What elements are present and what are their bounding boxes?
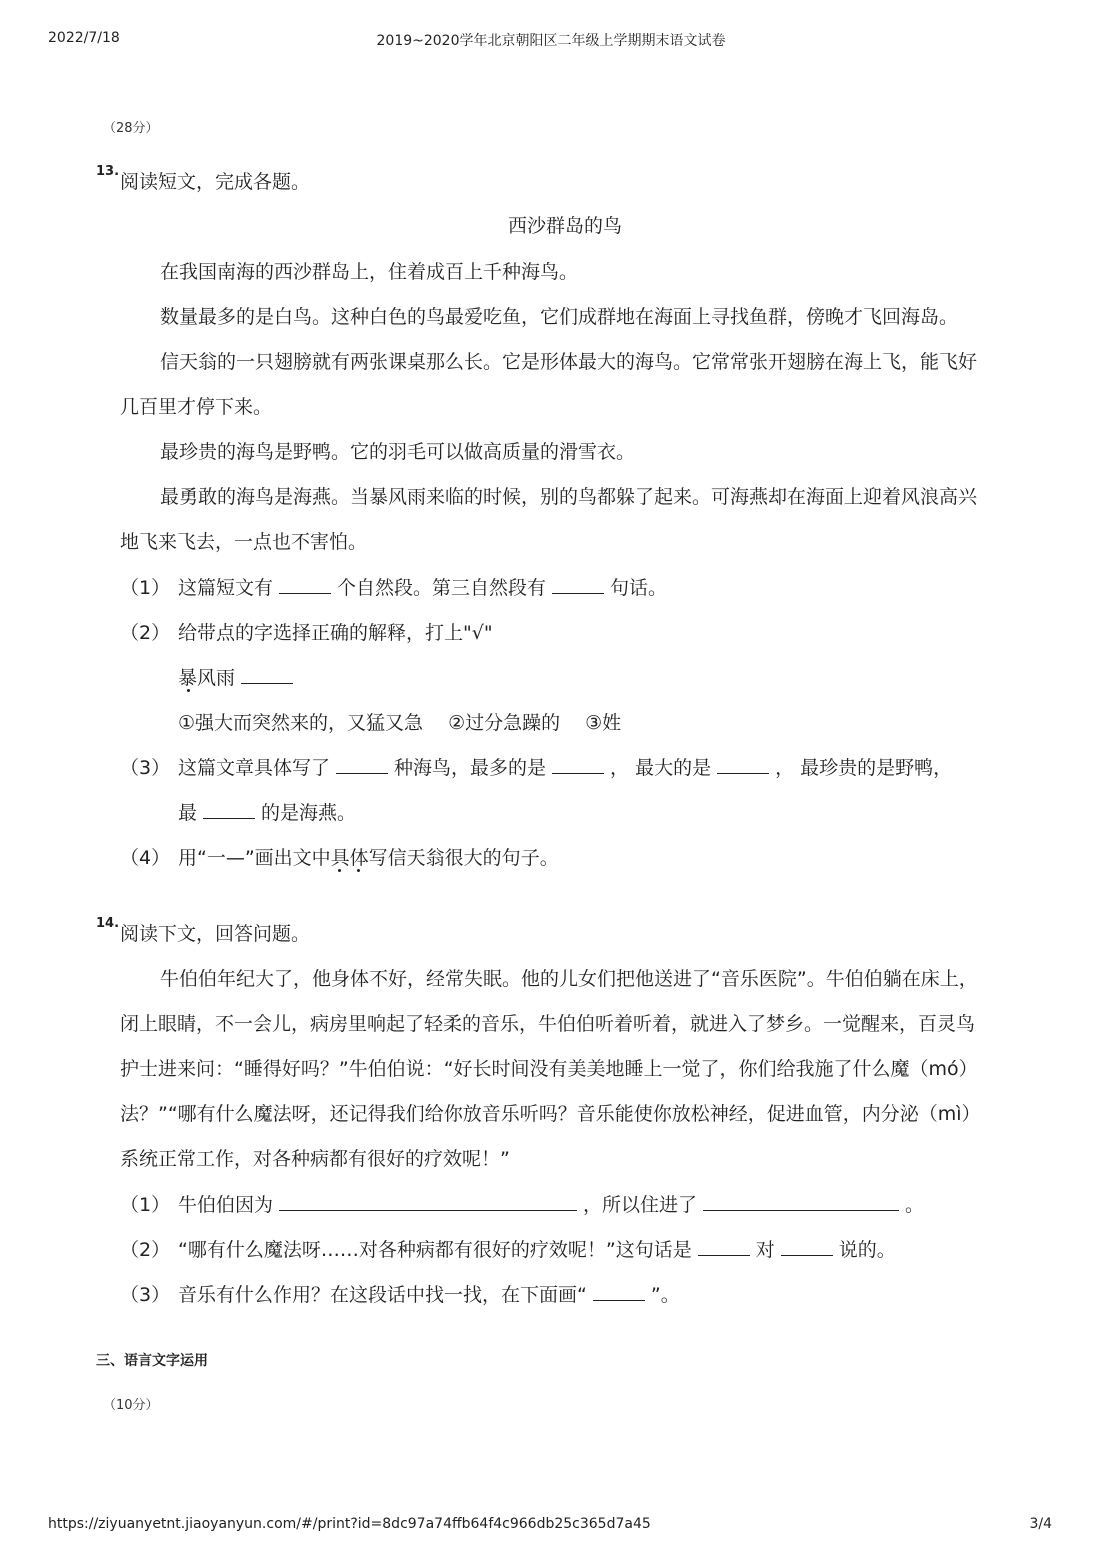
emphasis-dot (357, 869, 360, 872)
answer-blank[interactable] (781, 1237, 833, 1256)
passage-paragraph: 最勇敢的海鸟是海燕。当暴风雨来临的时候，别的鸟都躲了起来。可海燕却在海面上迎着风浪高兴 (160, 486, 978, 508)
question-number-13: 13. (96, 164, 120, 179)
question-13-title: 阅读短文，完成各题。 (120, 171, 311, 193)
answer-blank[interactable] (703, 1192, 899, 1211)
page-number: 3/4 (1029, 1516, 1052, 1532)
answer-blank[interactable] (241, 665, 293, 684)
answer-blank[interactable] (552, 755, 604, 774)
sub-question-4: （4） 用“一—”画出文中具体写信天翁很大的句子。 (120, 843, 559, 870)
passage-paragraph-cont: 法？”“哪有什么魔法呀，还记得我们给你放音乐听吗？音乐能使你放松神经，促进血管，内分泌（mì） (120, 1103, 981, 1125)
sub-question-2: （2） 给带点的字选择正确的解释，打上"√" (120, 618, 493, 645)
sub-number: （4） (120, 847, 171, 869)
sub-number: （2） (120, 622, 171, 644)
sub-number: （1） (120, 577, 171, 599)
answer-blank[interactable] (279, 1192, 577, 1211)
emphasis-dot (187, 689, 190, 692)
passage-paragraph: 牛伯伯年纪大了，他身体不好，经常失眠。他的儿女们把他送进了“音乐医院”。牛伯伯躺在床上， (160, 968, 978, 990)
q14-sub-question-2: （2） “哪有什么魔法呀……对各种病都有很好的疗效呢！”这句话是 对 说的。 (120, 1235, 896, 1262)
emphasis-dot (338, 869, 341, 872)
passage-paragraph: 数量最多的是白鸟。这种白色的鸟最爱吃鱼，它们成群地在海面上寻找鱼群，傍晚才飞回海岛。 (160, 306, 959, 328)
print-date: 2022/7/18 (48, 30, 120, 46)
sub-number: （1） (120, 1194, 171, 1216)
section-score: （28分） (103, 121, 159, 136)
question-number-14: 14. (96, 916, 120, 931)
answer-blank[interactable] (203, 800, 255, 819)
passage-paragraph: 在我国南海的西沙群岛上，住着成百上千种海鸟。 (160, 261, 579, 283)
q14-sub-question-3: （3） 音乐有什么作用？在这段话中找一找，在下面画“ ”。 (120, 1280, 680, 1307)
sub-number: （3） (120, 1284, 171, 1306)
page-url: https://ziyuanyetnt.jiaoyanyun.com/#/print?id=8dc97a74ffb64f4c966db25c365d7a45 (48, 1516, 651, 1532)
passage-paragraph-cont: 几百里才停下来。 (120, 396, 273, 418)
answer-blank[interactable] (279, 575, 331, 594)
passage-paragraph-cont: 护士进来问：“睡得好吗？”牛伯伯说：“好长时间没有美美地睡上一觉了，你们给我施了什么魔（mó） (120, 1058, 978, 1080)
answer-blank[interactable] (593, 1282, 645, 1301)
sub-question-3: （3） 这篇文章具体写了 种海鸟，最多的是 ， 最大的是 ， 最珍贵的是野鸭， (120, 753, 952, 780)
section-score: （10分） (103, 1398, 159, 1413)
q14-sub-question-1: （1） 牛伯伯因为 ，所以住进了 。 (120, 1190, 924, 1217)
section-heading: 三、语言文字运用 (96, 1353, 208, 1369)
answer-options: ①强大而突然来的，又猛又急 ②过分急躁的 ③姓 (178, 712, 622, 734)
sub-question-1: （1） 这篇短文有 个自然段。第三自然段有 句话。 (120, 573, 667, 600)
passage-paragraph-cont: 地飞来飞去，一点也不害怕。 (120, 531, 368, 553)
answer-blank[interactable] (552, 575, 604, 594)
passage-paragraph: 最珍贵的海鸟是野鸭。它的羽毛可以做高质量的滑雪衣。 (160, 441, 636, 463)
sub-question-3-cont: 最 的是海燕。 (178, 802, 357, 824)
passage-title: 西沙群岛的鸟 (507, 215, 622, 237)
answer-blank[interactable] (698, 1237, 750, 1256)
passage-paragraph-cont: 系统正常工作，对各种病都有很好的疗效呢！” (120, 1148, 510, 1170)
passage-paragraph: 信天翁的一只翅膀就有两张课桌那么长。它是形体最大的海鸟。它常常张开翅膀在海上飞，能飞好 (160, 351, 978, 373)
target-word: 暴风雨 (178, 667, 236, 689)
answer-blank[interactable] (717, 755, 769, 774)
sub-number: （2） (120, 1239, 171, 1261)
answer-blank[interactable] (336, 755, 388, 774)
passage-paragraph-cont: 闭上眼睛，不一会儿，病房里响起了轻柔的音乐，牛伯伯听着听着，就进入了梦乡。一觉醒来，百灵鸟 (120, 1013, 976, 1035)
sub-question-2-word (178, 663, 299, 690)
document-title: 2019~2020学年北京朝阳区二年级上学期期末语文试卷 (376, 33, 726, 49)
sub-number: （3） (120, 757, 171, 779)
question-14-title: 阅读下文，回答问题。 (120, 923, 311, 945)
